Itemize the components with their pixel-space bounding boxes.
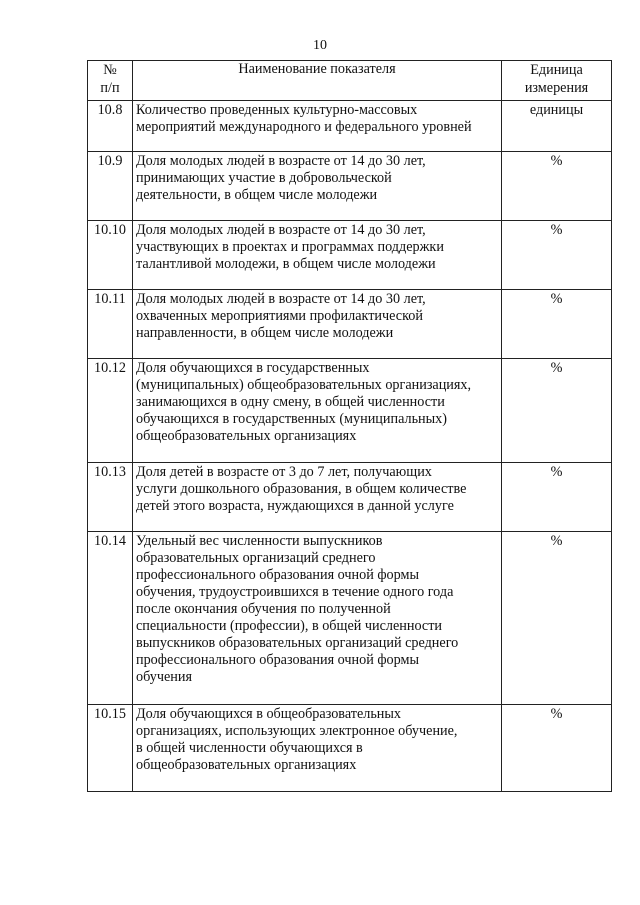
indicator-name-line: профессионального образования очной формы [136,567,420,583]
row-number: 10.11 [88,290,133,359]
table-row [88,101,612,152]
indicator-name-line: специальности (профессии), в общей численности [136,618,443,634]
indicator-name-line: детей этого возраста, нуждающихся в данной услуге [136,498,454,514]
unit-of-measure: % [502,152,612,221]
table-row [88,532,612,705]
table-row [88,221,612,290]
indicator-name-line: Удельный вес численности выпускников [136,533,383,549]
indicator-name-line: услуги дошкольного образования, в общем количестве [136,481,467,497]
indicator-name [133,463,502,532]
indicator-name [133,705,502,792]
table-row [88,463,612,532]
row-number: 10.14 [88,532,133,705]
indicator-name-line: занимающихся в одну смену, в общей численности [136,394,445,410]
indicator-name-line: Доля молодых людей в возрасте от 14 до 30 лет, [136,291,426,307]
indicator-name-line: общеобразовательных организациях [136,757,357,773]
row-number: 10.13 [88,463,133,532]
indicator-name-line: принимающих участие в добровольческой [136,170,392,186]
indicator-name-line: выпускников образовательных организаций среднего [136,635,459,651]
indicator-name-line: после окончания обучения по полученной [136,601,391,617]
header-unit: Единица измерения [502,61,612,101]
indicator-name-line: Количество проведенных культурно-массовых [136,102,418,118]
indicator-name-line: (муниципальных) общеобразовательных организациях, [136,377,472,393]
unit-of-measure: % [502,290,612,359]
unit-of-measure: % [502,532,612,705]
indicator-name-line: в общей численности обучающихся в [136,740,363,756]
row-number: 10.15 [88,705,133,792]
indicator-name-line: охваченных мероприятиями профилактической [136,308,423,324]
indicator-name [133,101,502,152]
indicator-name-line: Доля молодых людей в возрасте от 14 до 30 лет, [136,153,426,169]
indicator-name [133,152,502,221]
indicator-name-line: мероприятий международного и федерального уровней [136,119,472,135]
indicator-name-line: профессионального образования очной формы [136,652,420,668]
unit-of-measure: единицы [502,101,612,152]
table-row [88,359,612,463]
indicator-name-line: обучающихся в государственных (муниципальных) [136,411,447,427]
indicator-name [133,290,502,359]
indicator-name-line: организациях, использующих электронное обучение, [136,723,458,739]
indicator-name-line: Доля детей в возрасте от 3 до 7 лет, получающих [136,464,432,480]
row-number: 10.8 [88,101,133,152]
row-number: 10.9 [88,152,133,221]
indicator-name [133,359,502,463]
unit-of-measure: % [502,705,612,792]
table-row [88,152,612,221]
indicator-name-line: направленности, в общем числе молодежи [136,325,394,341]
unit-of-measure: % [502,463,612,532]
indicator-name-line: Доля обучающихся в государственных [136,360,370,376]
table-row [88,705,612,792]
indicator-name-line: обучения, трудоустроившихся в течение одного года [136,584,454,600]
table-header-row [88,61,612,101]
table-row [88,290,612,359]
indicator-name-line: образовательных организаций среднего [136,550,376,566]
header-number: № п/п [88,61,133,101]
indicator-name-line: обучения [136,669,193,685]
page-number: 10 [313,38,327,53]
indicator-name-line: участвующих в проектах и программах поддержки [136,239,444,255]
indicator-name-line: деятельности, в общем числе молодежи [136,187,378,203]
unit-of-measure: % [502,359,612,463]
indicators-table [87,60,612,792]
indicator-name-line: талантливой молодежи, в общем числе молодежи [136,256,436,272]
indicator-name-line: Доля молодых людей в возрасте от 14 до 30 лет, [136,222,426,238]
row-number: 10.12 [88,359,133,463]
indicator-name [133,221,502,290]
indicator-name [133,532,502,705]
unit-of-measure: % [502,221,612,290]
indicator-name-line: общеобразовательных организациях [136,428,357,444]
row-number: 10.10 [88,221,133,290]
header-indicator-name: Наименование показателя [133,61,502,101]
indicator-name-line: Доля обучающихся в общеобразовательных [136,706,402,722]
